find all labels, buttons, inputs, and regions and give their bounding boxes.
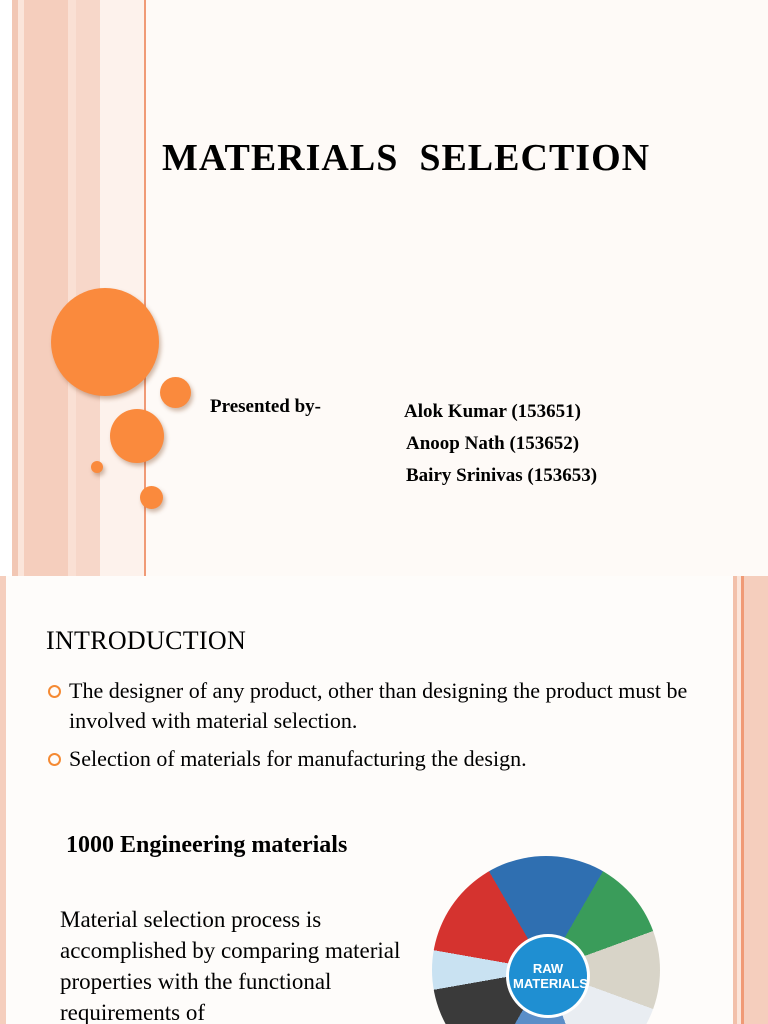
ring-bullet-icon (48, 753, 61, 766)
raw-materials-label: RAW MATERIALS (513, 961, 588, 991)
bullet-text: Selection of materials for manufacturing the design. (69, 746, 527, 771)
decorative-stripe (24, 0, 68, 576)
decorative-circle (140, 486, 163, 509)
decorative-stripe (0, 576, 6, 1024)
decorative-stripe (68, 0, 76, 576)
decorative-circle-large (51, 288, 159, 396)
presented-by-label: Presented by- (210, 396, 321, 417)
decorative-stripe (0, 0, 12, 576)
body-paragraph: Material selection process is accomplished by comparing material properties with the functional requirements of (60, 907, 401, 1024)
slide-heading: INTRODUCTION (46, 626, 247, 655)
decorative-circle (91, 461, 103, 473)
raw-materials-image (432, 856, 660, 1024)
raw-materials-badge (506, 934, 590, 1018)
list-item (46, 676, 726, 736)
decorative-circle (160, 377, 191, 408)
decorative-circle (110, 409, 164, 463)
slide-title: MATERIALS SELECTION (162, 137, 651, 179)
ring-bullet-icon (48, 685, 61, 698)
presenter-name: Anoop Nath (153652) (406, 433, 580, 454)
introduction-slide (0, 576, 768, 1024)
decorative-stripe (744, 576, 768, 1024)
presenter-list (404, 396, 597, 492)
bullet-text: The designer of any product, other than designing the product must be involved with material selection. (69, 678, 688, 733)
bullet-list (46, 676, 726, 782)
subheading: 1000 Engineering materials (66, 832, 348, 858)
presenter-name: Bairy Srinivas (153653) (406, 465, 598, 486)
presenter-name: Alok Kumar (153651) (404, 401, 581, 422)
list-item (46, 744, 726, 774)
